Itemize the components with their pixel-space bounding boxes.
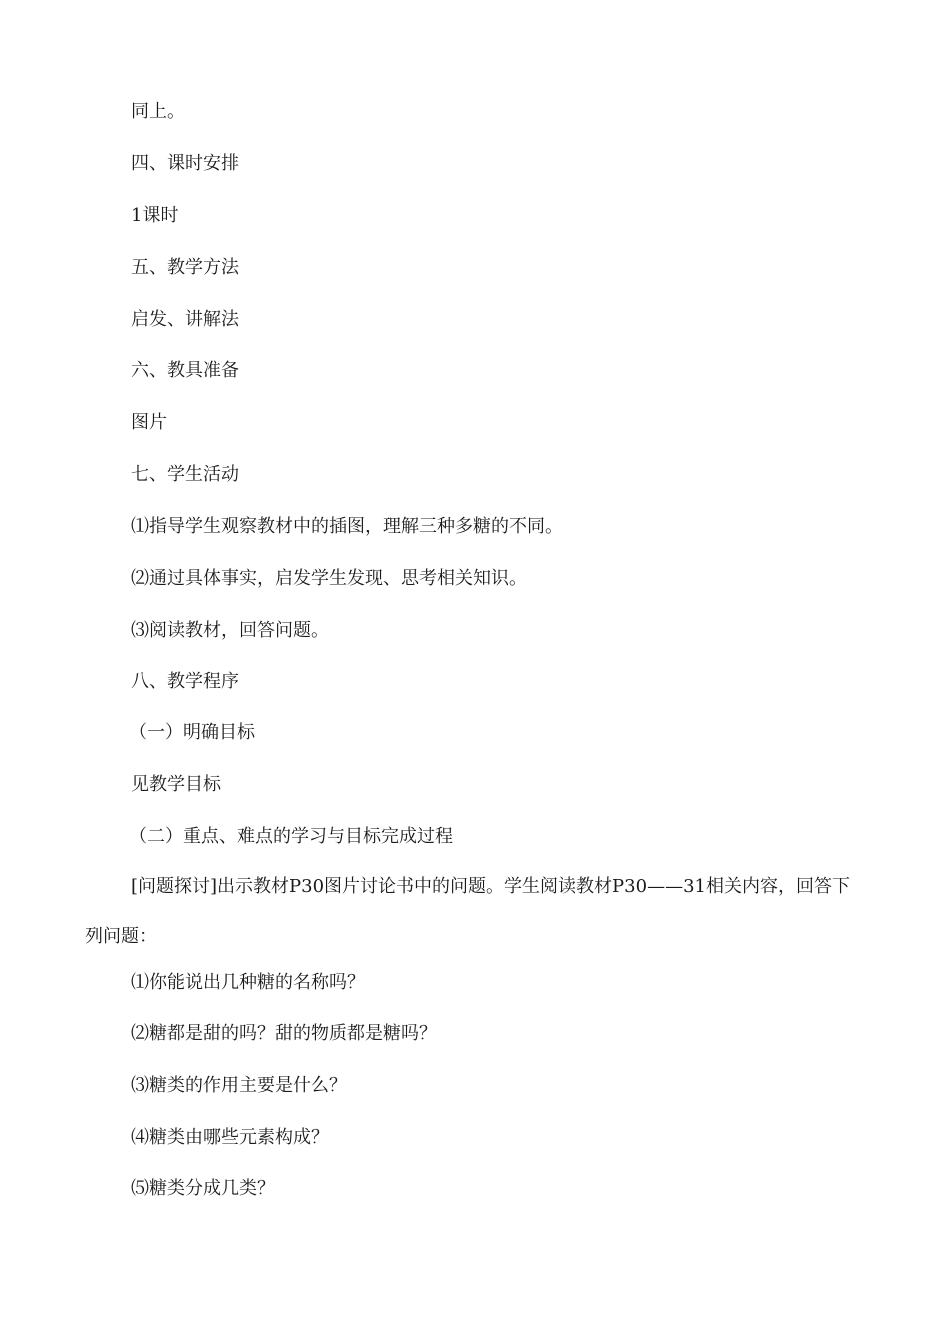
- heading-student-activities: 七、学生活动: [131, 464, 239, 485]
- text-line-pictures: 图片: [131, 412, 167, 433]
- text-line-one-period: 1课时: [131, 205, 179, 226]
- heading-class-schedule: 四、课时安排: [131, 153, 239, 174]
- question-item-1: ⑴你能说出几种糖的名称吗？: [131, 972, 365, 993]
- text-line-method: 启发、讲解法: [131, 309, 239, 330]
- heading-teaching-aids: 六、教具准备: [131, 360, 239, 381]
- text-line-see-goals: 见教学目标: [131, 774, 221, 795]
- question-item-2: ⑵糖都是甜的吗？甜的物质都是糖吗？: [131, 1023, 437, 1044]
- question-item-3: ⑶糖类的作用主要是什么？: [131, 1075, 347, 1096]
- subheading-key-points: （二）重点、难点的学习与目标完成过程: [129, 826, 453, 847]
- text-line-same-as-above: 同上。: [131, 101, 185, 122]
- heading-teaching-procedure: 八、教学程序: [131, 671, 239, 692]
- heading-teaching-method: 五、教学方法: [131, 257, 239, 278]
- question-item-4: ⑷糖类由哪些元素构成？: [131, 1127, 329, 1148]
- subheading-clarify-goals: （一）明确目标: [129, 722, 255, 743]
- activity-item-3: ⑶阅读教材，回答问题。: [131, 620, 329, 641]
- problem-discussion-paragraph: [问题探讨]出示教材P30图片讨论书中的问题。学生阅读教材P30——31相关内容，回答下列问题：: [85, 876, 850, 947]
- question-item-5: ⑸糖类分成几类？: [131, 1178, 275, 1199]
- activity-item-1: ⑴指导学生观察教材中的插图，理解三种多糖的不同。: [131, 516, 563, 537]
- activity-item-2: ⑵通过具体事实，启发学生发现、思考相关知识。: [131, 568, 527, 589]
